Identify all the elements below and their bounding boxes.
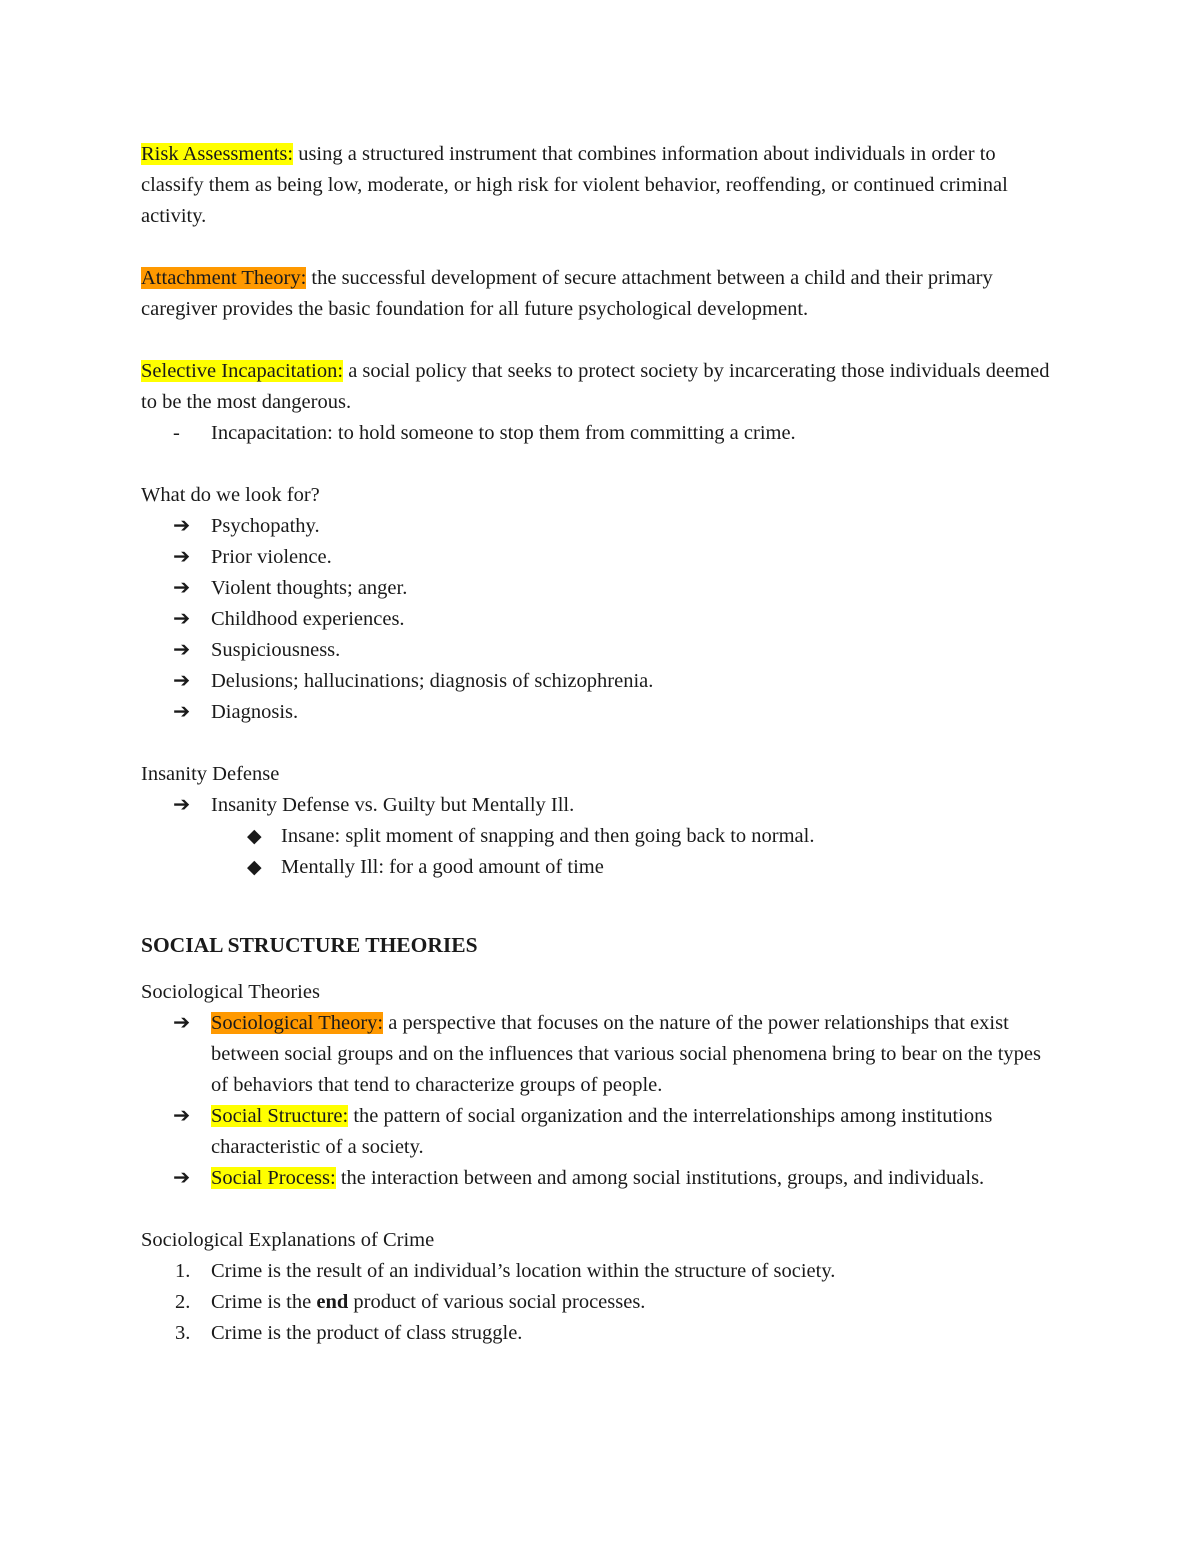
- arrow-icon: ➔: [173, 577, 191, 599]
- arrow-icon: ➔: [173, 670, 191, 692]
- list-item: ➔ Psychopathy.: [141, 511, 1061, 542]
- arrow-icon: ➔: [173, 608, 191, 630]
- diamond-icon: ◆: [247, 826, 262, 847]
- incapacitation-text: Incapacitation: to hold someone to stop them from committing a crime.: [211, 422, 796, 444]
- arrow-icon: ➔: [173, 639, 191, 661]
- risk-assessments-definition: using a structured instrument that combines information about individuals in order to classify them as being low, moderate, or high risk for violent behavior, reoffending, or continued criminal activity.: [141, 143, 1008, 227]
- look-for-title: What do we look for?: [141, 484, 320, 506]
- list-item: ➔ Childhood experiences.: [141, 604, 1061, 635]
- list-item: ➔ Suspiciousness.: [141, 635, 1061, 666]
- attachment-theory-term: Attachment Theory:: [141, 267, 307, 289]
- arrow-icon: ➔: [173, 515, 191, 537]
- sociological-theory-term: Sociological Theory:: [211, 1012, 384, 1034]
- selective-incapacitation-definition: a social policy that seeks to protect society by incarcerating those individuals deemed to be the most dangerous.: [141, 360, 1050, 413]
- list-item: ➔ Diagnosis.: [141, 697, 1061, 728]
- list-number: 2.: [175, 1291, 191, 1313]
- dash-marker: -: [173, 422, 180, 444]
- list-item: ◆ Insane: split moment of snapping and then going back to normal.: [141, 821, 1061, 852]
- list-item: ➔ Insanity Defense vs. Guilty but Mentally Ill.: [141, 790, 1061, 821]
- social-structure-term: Social Structure:: [211, 1105, 349, 1127]
- diamond-icon: ◆: [247, 857, 262, 878]
- risk-assessments-term: Risk Assessments:: [141, 143, 294, 165]
- arrow-icon: ➔: [173, 794, 191, 816]
- selective-incapacitation-term: Selective Incapacitation:: [141, 360, 344, 382]
- list-item: ➔ Delusions; hallucinations; diagnosis of schizophrenia.: [141, 666, 1061, 697]
- list-item: 3. Crime is the product of class struggle.: [141, 1318, 1061, 1349]
- list-item: ➔ Violent thoughts; anger.: [141, 573, 1061, 604]
- list-item: 2. Crime is the end product of various social processes.: [141, 1287, 1061, 1318]
- list-number: 1.: [175, 1260, 191, 1282]
- arrow-icon: ➔: [173, 546, 191, 568]
- list-item: ◆ Mentally Ill: for a good amount of time: [141, 852, 1061, 883]
- selective-incapacitation-paragraph: [141, 356, 1061, 418]
- insanity-defense-title: Insanity Defense: [141, 763, 280, 785]
- list-item: 1. Crime is the result of an individual’s location within the structure of society.: [141, 1256, 1061, 1287]
- section-heading: SOCIAL STRUCTURE THEORIES: [141, 933, 478, 957]
- list-item: ➔ Sociological Theory: a perspective that focuses on the nature of the power relationships that exist between social groups and on the influences that various social phenomena bring to bear on the types of behaviors that tend to characterize groups of people.: [141, 1008, 1061, 1101]
- arrow-icon: ➔: [173, 701, 191, 723]
- attachment-theory-definition: the successful development of secure attachment between a child and their primary caregiver provides the basic foundation for all future psychological development.: [141, 267, 993, 320]
- list-item: ➔ Prior violence.: [141, 542, 1061, 573]
- sociological-theories-title: Sociological Theories: [141, 981, 320, 1003]
- arrow-icon: ➔: [173, 1012, 191, 1034]
- list-item: ➔ Social Structure: the pattern of social organization and the interrelationships among institutions characteristic of a society.: [141, 1101, 1061, 1163]
- explanations-title: Sociological Explanations of Crime: [141, 1229, 435, 1251]
- bold-word: end: [316, 1291, 349, 1313]
- list-item: ➔ Social Process: the interaction between and among social institutions, groups, and individuals.: [141, 1163, 1061, 1194]
- attachment-theory-paragraph: [141, 263, 1061, 325]
- list-number: 3.: [175, 1322, 191, 1344]
- arrow-icon: ➔: [173, 1167, 191, 1189]
- document-page: [141, 139, 1061, 1349]
- arrow-icon: ➔: [173, 1105, 191, 1127]
- social-process-term: Social Process:: [211, 1167, 336, 1189]
- look-for-list: [141, 511, 1061, 728]
- incapacitation-sub-item: [141, 418, 1061, 449]
- risk-assessments-paragraph: [141, 139, 1061, 232]
